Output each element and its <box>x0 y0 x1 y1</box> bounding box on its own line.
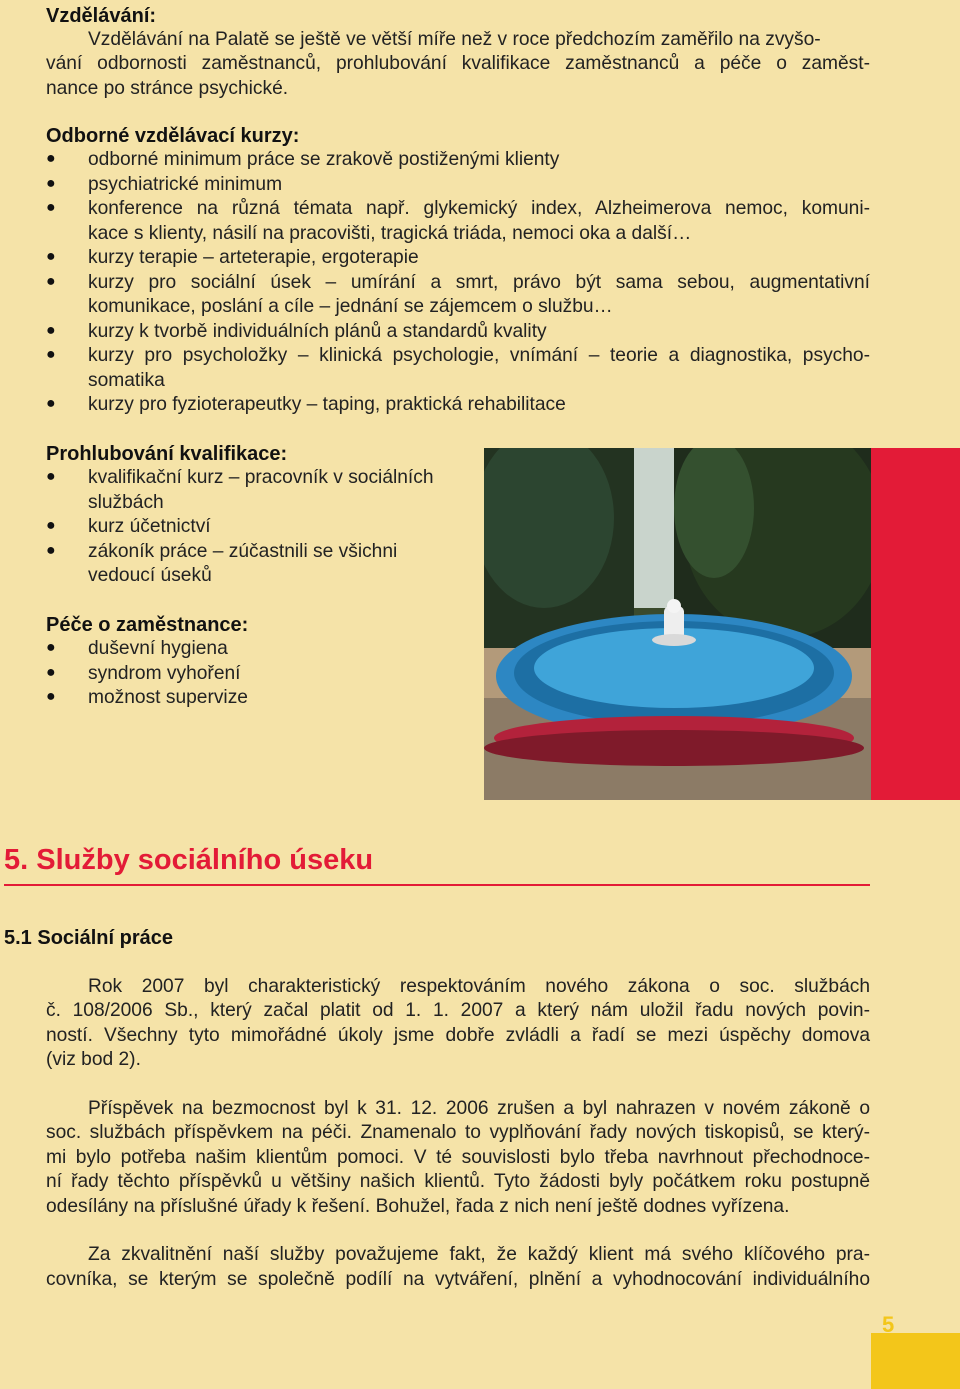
education-intro-line-2: vání odbornosti zaměstnanců, prohlubování kvalifikace zaměstnanců a péče o zaměst- <box>46 53 870 74</box>
page-number: 5 <box>882 1312 895 1337</box>
list-item-line: kvalifikační kurz – pracovník v sociálních <box>88 467 434 488</box>
yellow-accent-block <box>871 1333 960 1389</box>
para3-line-1: Za zkvalitnění naší služby považujeme fakt, že každý klient má svého klíčového pra- <box>88 1244 870 1265</box>
list-item-line: duševní hygiena <box>88 638 228 659</box>
list-item-line: syndrom vyhoření <box>88 662 241 684</box>
list-item-line: možnost supervize <box>88 687 248 708</box>
bullet-icon: ● <box>46 272 56 290</box>
list-item-line: kurzy k tvorbě individuálních plánů a standardů kvality <box>88 320 547 342</box>
list-item-line: odborné minimum práce se zrakově postiženými klienty <box>88 149 560 170</box>
bullet-icon: ● <box>46 639 56 656</box>
bullet-icon: ● <box>46 541 56 559</box>
qualification-heading: Prohlubování kvalifikace: <box>46 443 288 465</box>
list-item-line: konference na různá témata např. glykemický index, Alzheimerova nemoc, komuni- <box>88 198 870 219</box>
para2-line-2: soc. službách příspěvkem na péči. Znamenalo to vyplňování řady nových tiskopisů, se který- <box>46 1122 870 1143</box>
education-heading: Vzdělávání: <box>46 5 157 27</box>
para1-line-4: (viz bod 2). <box>46 1049 141 1070</box>
bullet-icon: ● <box>46 321 56 339</box>
list-item-line: kurzy pro psycholožky – klinická psychologie, vnímání – teorie a diagnostika, psycho- <box>88 345 870 366</box>
education-intro-line-3: nance po stránce psychické. <box>46 78 289 99</box>
bullet-icon: ● <box>46 688 56 705</box>
bullet-icon: ● <box>46 468 56 485</box>
list-item-line: kace s klienty, násilí na pracovišti, tragická triáda, nemoci oka a další… <box>88 222 692 244</box>
list-item-line: psychiatrické minimum <box>88 173 283 195</box>
subsection-title: 5.1 Sociální práce <box>4 927 173 949</box>
bullet-icon: ● <box>46 248 56 265</box>
para2-line-3: mi bylo potřeba našim klientům pomoci. V té souvislosti bylo třeba navrhnout přechodnoce- <box>46 1147 870 1168</box>
care-heading: Péče o zaměstnance: <box>46 614 249 636</box>
bullet-icon: ● <box>46 199 56 216</box>
list-item-line: vedoucí úseků <box>88 565 212 586</box>
bullet-icon: ● <box>46 150 56 167</box>
list-item-line: komunikace, poslání a cíle – jednání se zájemcem o službu… <box>88 296 613 317</box>
bullet-icon: ● <box>46 346 56 363</box>
para1-line-1: Rok 2007 byl charakteristický respektováním nového zákona o soc. službách <box>88 976 870 997</box>
bullet-icon: ● <box>46 174 56 192</box>
bullet-icon: ● <box>46 395 56 412</box>
bullet-icon: ● <box>46 517 56 534</box>
list-item-line: kurzy pro sociální úsek – umírání a smrt, právo být sama sebou, augmentativní <box>88 271 870 293</box>
red-accent-block <box>871 448 960 800</box>
list-item-line: službách <box>88 491 164 513</box>
para2-line-1: Příspěvek na bezmocnost byl k 31. 12. 2006 zrušen a byl nahrazen v novém zákoně o <box>88 1098 870 1119</box>
section-rule <box>4 884 870 886</box>
section-title: 5. Služby sociálního úseku <box>4 844 374 876</box>
para1-line-2: č. 108/2006 Sb., který začal platit od 1. 1. 2007 a který nám uložil řadu nových povin- <box>46 1000 870 1021</box>
list-item-line: kurzy terapie – arteterapie, ergoterapie <box>88 247 419 268</box>
fountain-garden-photo <box>484 448 871 800</box>
para3-line-2: covníka, se kterým se společně podílí na vytváření, plnění a vyhodnocování individuálního <box>46 1269 870 1290</box>
courses-heading: Odborné vzdělávací kurzy: <box>46 125 300 147</box>
para2-line-5: odesílány na příslušné úřady k řešení. Bohužel, řada z nich není ještě dodnes vyřízena. <box>46 1196 790 1217</box>
para2-line-4: ní řady těchto příspěvků u většiny našich klientů. Tyto žádosti byly počátkem roku postupně <box>46 1171 870 1192</box>
bullet-icon: ● <box>46 663 56 681</box>
education-intro-line-1: Vzdělávání na Palatě se ještě ve větší míře než v roce předchozím zaměřilo na zvyšo- <box>88 29 821 50</box>
list-item-line: kurz účetnictví <box>88 516 211 537</box>
list-item-line: somatika <box>88 369 165 391</box>
list-item-line: zákoník práce – zúčastnili se všichni <box>88 540 398 562</box>
para1-line-3: ností. Všechny tyto mimořádné úkoly jsme dobře zvládli a řadí se mezi úspěchy domova <box>46 1025 870 1046</box>
list-item-line: kurzy pro fyzioterapeutky – taping, praktická rehabilitace <box>88 394 566 415</box>
